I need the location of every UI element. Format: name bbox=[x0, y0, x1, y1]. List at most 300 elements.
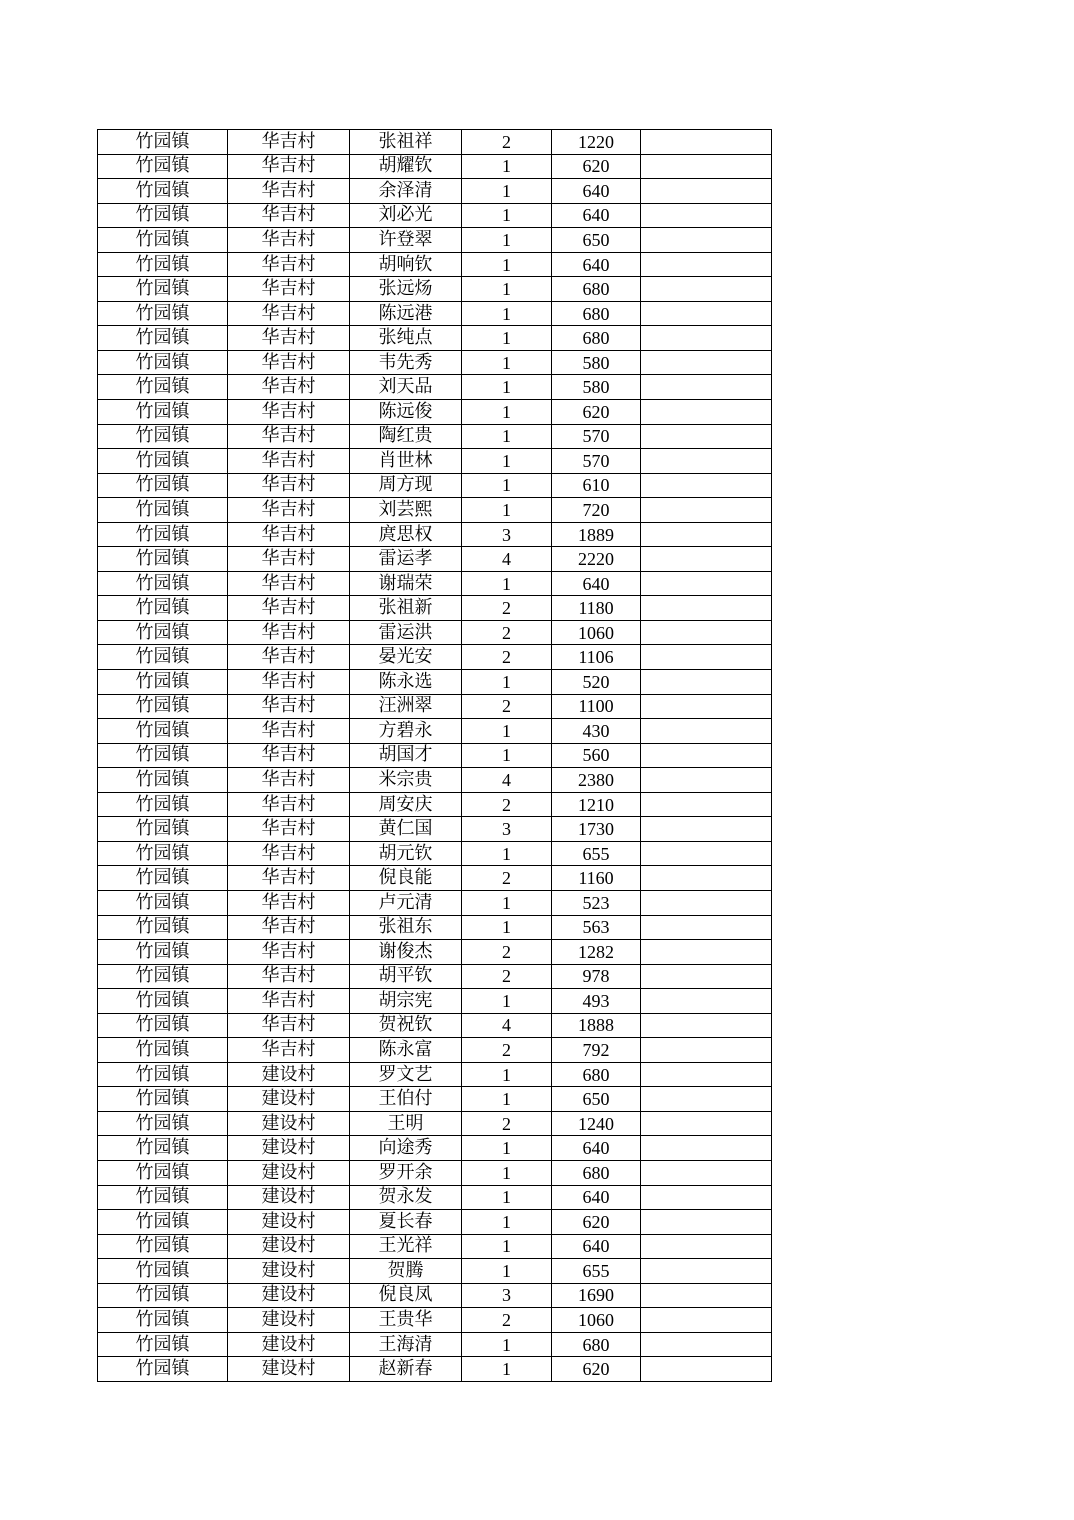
blank-cell bbox=[641, 130, 772, 155]
table-row bbox=[98, 130, 772, 155]
village-cell: 华吉村 bbox=[228, 989, 350, 1014]
count-cell: 2 bbox=[462, 130, 552, 155]
name-cell: 胡平钦 bbox=[350, 964, 462, 989]
blank-cell bbox=[641, 326, 772, 351]
count-cell: 2 bbox=[462, 645, 552, 670]
count-cell: 2 bbox=[462, 596, 552, 621]
town-cell: 竹园镇 bbox=[98, 1185, 228, 1210]
amount-cell: 620 bbox=[552, 400, 641, 425]
table-row bbox=[98, 1283, 772, 1308]
table-row bbox=[98, 670, 772, 695]
blank-cell bbox=[641, 424, 772, 449]
table-row bbox=[98, 1210, 772, 1235]
village-cell: 华吉村 bbox=[228, 670, 350, 695]
name-cell: 胡元钦 bbox=[350, 841, 462, 866]
name-cell: 韦先秀 bbox=[350, 350, 462, 375]
blank-cell bbox=[641, 1234, 772, 1259]
village-cell: 华吉村 bbox=[228, 620, 350, 645]
village-cell: 华吉村 bbox=[228, 768, 350, 793]
name-cell: 罗开余 bbox=[350, 1160, 462, 1185]
town-cell: 竹园镇 bbox=[98, 768, 228, 793]
name-cell: 贺永发 bbox=[350, 1185, 462, 1210]
village-cell: 华吉村 bbox=[228, 301, 350, 326]
count-cell: 1 bbox=[462, 841, 552, 866]
blank-cell bbox=[641, 694, 772, 719]
village-cell: 华吉村 bbox=[228, 817, 350, 842]
data-table bbox=[97, 129, 772, 1382]
village-cell: 建设村 bbox=[228, 1234, 350, 1259]
name-cell: 王光祥 bbox=[350, 1234, 462, 1259]
count-cell: 1 bbox=[462, 179, 552, 204]
blank-cell bbox=[641, 375, 772, 400]
name-cell: 陈远俊 bbox=[350, 400, 462, 425]
name-cell: 胡国才 bbox=[350, 743, 462, 768]
amount-cell: 1889 bbox=[552, 522, 641, 547]
village-cell: 华吉村 bbox=[228, 350, 350, 375]
town-cell: 竹园镇 bbox=[98, 1332, 228, 1357]
blank-cell bbox=[641, 522, 772, 547]
count-cell: 1 bbox=[462, 1136, 552, 1161]
table-row bbox=[98, 326, 772, 351]
count-cell: 1 bbox=[462, 277, 552, 302]
table-row bbox=[98, 498, 772, 523]
count-cell: 1 bbox=[462, 743, 552, 768]
amount-cell: 650 bbox=[552, 228, 641, 253]
amount-cell: 430 bbox=[552, 719, 641, 744]
table-row bbox=[98, 571, 772, 596]
town-cell: 竹园镇 bbox=[98, 179, 228, 204]
amount-cell: 792 bbox=[552, 1038, 641, 1063]
village-cell: 建设村 bbox=[228, 1062, 350, 1087]
town-cell: 竹园镇 bbox=[98, 719, 228, 744]
village-cell: 华吉村 bbox=[228, 522, 350, 547]
blank-cell bbox=[641, 645, 772, 670]
count-cell: 1 bbox=[462, 498, 552, 523]
village-cell: 华吉村 bbox=[228, 179, 350, 204]
name-cell: 陈远港 bbox=[350, 301, 462, 326]
village-cell: 建设村 bbox=[228, 1185, 350, 1210]
amount-cell: 680 bbox=[552, 326, 641, 351]
count-cell: 1 bbox=[462, 228, 552, 253]
amount-cell: 523 bbox=[552, 890, 641, 915]
count-cell: 1 bbox=[462, 915, 552, 940]
village-cell: 建设村 bbox=[228, 1308, 350, 1333]
count-cell: 1 bbox=[462, 350, 552, 375]
blank-cell bbox=[641, 1038, 772, 1063]
count-cell: 1 bbox=[462, 473, 552, 498]
town-cell: 竹园镇 bbox=[98, 1062, 228, 1087]
name-cell: 王贵华 bbox=[350, 1308, 462, 1333]
name-cell: 张远炀 bbox=[350, 277, 462, 302]
town-cell: 竹园镇 bbox=[98, 326, 228, 351]
village-cell: 华吉村 bbox=[228, 1038, 350, 1063]
amount-cell: 620 bbox=[552, 1210, 641, 1235]
amount-cell: 640 bbox=[552, 252, 641, 277]
amount-cell: 563 bbox=[552, 915, 641, 940]
count-cell: 1 bbox=[462, 670, 552, 695]
town-cell: 竹园镇 bbox=[98, 547, 228, 572]
blank-cell bbox=[641, 743, 772, 768]
blank-cell bbox=[641, 498, 772, 523]
town-cell: 竹园镇 bbox=[98, 1111, 228, 1136]
amount-cell: 520 bbox=[552, 670, 641, 695]
count-cell: 1 bbox=[462, 301, 552, 326]
blank-cell bbox=[641, 964, 772, 989]
amount-cell: 2380 bbox=[552, 768, 641, 793]
name-cell: 张纯点 bbox=[350, 326, 462, 351]
town-cell: 竹园镇 bbox=[98, 473, 228, 498]
amount-cell: 620 bbox=[552, 154, 641, 179]
village-cell: 建设村 bbox=[228, 1087, 350, 1112]
name-cell: 贺祝钦 bbox=[350, 1013, 462, 1038]
town-cell: 竹园镇 bbox=[98, 1234, 228, 1259]
name-cell: 许登翠 bbox=[350, 228, 462, 253]
name-cell: 张祖新 bbox=[350, 596, 462, 621]
village-cell: 建设村 bbox=[228, 1111, 350, 1136]
village-cell: 建设村 bbox=[228, 1136, 350, 1161]
name-cell: 余泽清 bbox=[350, 179, 462, 204]
table-row bbox=[98, 817, 772, 842]
village-cell: 华吉村 bbox=[228, 252, 350, 277]
table-row bbox=[98, 473, 772, 498]
blank-cell bbox=[641, 915, 772, 940]
count-cell: 4 bbox=[462, 547, 552, 572]
village-cell: 华吉村 bbox=[228, 203, 350, 228]
blank-cell bbox=[641, 1357, 772, 1382]
amount-cell: 570 bbox=[552, 424, 641, 449]
table-row bbox=[98, 1038, 772, 1063]
count-cell: 2 bbox=[462, 964, 552, 989]
village-cell: 华吉村 bbox=[228, 473, 350, 498]
table-row bbox=[98, 866, 772, 891]
name-cell: 雷运孝 bbox=[350, 547, 462, 572]
table-row bbox=[98, 1308, 772, 1333]
village-cell: 建设村 bbox=[228, 1283, 350, 1308]
table-row bbox=[98, 400, 772, 425]
blank-cell bbox=[641, 301, 772, 326]
town-cell: 竹园镇 bbox=[98, 498, 228, 523]
count-cell: 2 bbox=[462, 866, 552, 891]
town-cell: 竹园镇 bbox=[98, 350, 228, 375]
village-cell: 华吉村 bbox=[228, 277, 350, 302]
amount-cell: 720 bbox=[552, 498, 641, 523]
amount-cell: 493 bbox=[552, 989, 641, 1014]
count-cell: 3 bbox=[462, 522, 552, 547]
blank-cell bbox=[641, 228, 772, 253]
blank-cell bbox=[641, 1087, 772, 1112]
amount-cell: 978 bbox=[552, 964, 641, 989]
count-cell: 1 bbox=[462, 1160, 552, 1185]
blank-cell bbox=[641, 1136, 772, 1161]
village-cell: 华吉村 bbox=[228, 645, 350, 670]
amount-cell: 680 bbox=[552, 277, 641, 302]
village-cell: 建设村 bbox=[228, 1357, 350, 1382]
town-cell: 竹园镇 bbox=[98, 1038, 228, 1063]
table-row bbox=[98, 522, 772, 547]
count-cell: 1 bbox=[462, 890, 552, 915]
village-cell: 华吉村 bbox=[228, 154, 350, 179]
blank-cell bbox=[641, 571, 772, 596]
town-cell: 竹园镇 bbox=[98, 964, 228, 989]
name-cell: 陈永选 bbox=[350, 670, 462, 695]
count-cell: 1 bbox=[462, 989, 552, 1014]
amount-cell: 640 bbox=[552, 1234, 641, 1259]
name-cell: 方碧永 bbox=[350, 719, 462, 744]
blank-cell bbox=[641, 866, 772, 891]
table-row bbox=[98, 375, 772, 400]
table-row bbox=[98, 1111, 772, 1136]
village-cell: 建设村 bbox=[228, 1332, 350, 1357]
count-cell: 1 bbox=[462, 424, 552, 449]
amount-cell: 1220 bbox=[552, 130, 641, 155]
count-cell: 2 bbox=[462, 792, 552, 817]
table-row bbox=[98, 350, 772, 375]
town-cell: 竹园镇 bbox=[98, 1210, 228, 1235]
village-cell: 华吉村 bbox=[228, 694, 350, 719]
table-row bbox=[98, 449, 772, 474]
blank-cell bbox=[641, 817, 772, 842]
amount-cell: 1240 bbox=[552, 1111, 641, 1136]
village-cell: 华吉村 bbox=[228, 915, 350, 940]
amount-cell: 1690 bbox=[552, 1283, 641, 1308]
blank-cell bbox=[641, 1210, 772, 1235]
count-cell: 1 bbox=[462, 1332, 552, 1357]
count-cell: 1 bbox=[462, 154, 552, 179]
table-row bbox=[98, 1062, 772, 1087]
count-cell: 1 bbox=[462, 326, 552, 351]
amount-cell: 1180 bbox=[552, 596, 641, 621]
village-cell: 建设村 bbox=[228, 1210, 350, 1235]
table-row bbox=[98, 1136, 772, 1161]
count-cell: 1 bbox=[462, 449, 552, 474]
count-cell: 1 bbox=[462, 203, 552, 228]
name-cell: 卢元清 bbox=[350, 890, 462, 915]
village-cell: 华吉村 bbox=[228, 424, 350, 449]
name-cell: 向途秀 bbox=[350, 1136, 462, 1161]
town-cell: 竹园镇 bbox=[98, 841, 228, 866]
table-row bbox=[98, 964, 772, 989]
blank-cell bbox=[641, 768, 772, 793]
name-cell: 王伯付 bbox=[350, 1087, 462, 1112]
blank-cell bbox=[641, 1259, 772, 1284]
blank-cell bbox=[641, 1013, 772, 1038]
count-cell: 2 bbox=[462, 694, 552, 719]
name-cell: 张祖东 bbox=[350, 915, 462, 940]
count-cell: 1 bbox=[462, 252, 552, 277]
name-cell: 刘必光 bbox=[350, 203, 462, 228]
village-cell: 华吉村 bbox=[228, 400, 350, 425]
table-row bbox=[98, 620, 772, 645]
town-cell: 竹园镇 bbox=[98, 424, 228, 449]
town-cell: 竹园镇 bbox=[98, 130, 228, 155]
village-cell: 建设村 bbox=[228, 1160, 350, 1185]
town-cell: 竹园镇 bbox=[98, 277, 228, 302]
table-row bbox=[98, 1185, 772, 1210]
village-cell: 华吉村 bbox=[228, 866, 350, 891]
table-row bbox=[98, 719, 772, 744]
town-cell: 竹园镇 bbox=[98, 940, 228, 965]
blank-cell bbox=[641, 154, 772, 179]
name-cell: 刘芸熙 bbox=[350, 498, 462, 523]
name-cell: 夏长春 bbox=[350, 1210, 462, 1235]
town-cell: 竹园镇 bbox=[98, 792, 228, 817]
table-row bbox=[98, 252, 772, 277]
blank-cell bbox=[641, 596, 772, 621]
table-row bbox=[98, 596, 772, 621]
count-cell: 3 bbox=[462, 817, 552, 842]
blank-cell bbox=[641, 473, 772, 498]
name-cell: 周安庆 bbox=[350, 792, 462, 817]
amount-cell: 610 bbox=[552, 473, 641, 498]
village-cell: 建设村 bbox=[228, 1259, 350, 1284]
name-cell: 胡响钦 bbox=[350, 252, 462, 277]
town-cell: 竹园镇 bbox=[98, 989, 228, 1014]
count-cell: 2 bbox=[462, 940, 552, 965]
table-row bbox=[98, 1332, 772, 1357]
name-cell: 米宗贵 bbox=[350, 768, 462, 793]
village-cell: 华吉村 bbox=[228, 1013, 350, 1038]
village-cell: 华吉村 bbox=[228, 596, 350, 621]
table-row bbox=[98, 989, 772, 1014]
blank-cell bbox=[641, 203, 772, 228]
name-cell: 谢俊杰 bbox=[350, 940, 462, 965]
town-cell: 竹园镇 bbox=[98, 817, 228, 842]
blank-cell bbox=[641, 940, 772, 965]
name-cell: 王海清 bbox=[350, 1332, 462, 1357]
name-cell: 周方现 bbox=[350, 473, 462, 498]
count-cell: 1 bbox=[462, 1357, 552, 1382]
amount-cell: 655 bbox=[552, 1259, 641, 1284]
count-cell: 4 bbox=[462, 1013, 552, 1038]
count-cell: 2 bbox=[462, 620, 552, 645]
count-cell: 1 bbox=[462, 719, 552, 744]
name-cell: 陶红贵 bbox=[350, 424, 462, 449]
town-cell: 竹园镇 bbox=[98, 694, 228, 719]
town-cell: 竹园镇 bbox=[98, 1160, 228, 1185]
town-cell: 竹园镇 bbox=[98, 645, 228, 670]
town-cell: 竹园镇 bbox=[98, 596, 228, 621]
town-cell: 竹园镇 bbox=[98, 400, 228, 425]
table-row bbox=[98, 1013, 772, 1038]
amount-cell: 580 bbox=[552, 375, 641, 400]
count-cell: 1 bbox=[462, 1087, 552, 1112]
blank-cell bbox=[641, 1111, 772, 1136]
table-row bbox=[98, 1357, 772, 1382]
amount-cell: 650 bbox=[552, 1087, 641, 1112]
amount-cell: 580 bbox=[552, 350, 641, 375]
blank-cell bbox=[641, 1283, 772, 1308]
count-cell: 1 bbox=[462, 571, 552, 596]
town-cell: 竹园镇 bbox=[98, 522, 228, 547]
town-cell: 竹园镇 bbox=[98, 1283, 228, 1308]
village-cell: 华吉村 bbox=[228, 792, 350, 817]
town-cell: 竹园镇 bbox=[98, 571, 228, 596]
village-cell: 华吉村 bbox=[228, 964, 350, 989]
count-cell: 2 bbox=[462, 1038, 552, 1063]
village-cell: 华吉村 bbox=[228, 719, 350, 744]
amount-cell: 680 bbox=[552, 1160, 641, 1185]
table-row bbox=[98, 1160, 772, 1185]
table-row bbox=[98, 743, 772, 768]
town-cell: 竹园镇 bbox=[98, 620, 228, 645]
village-cell: 华吉村 bbox=[228, 449, 350, 474]
town-cell: 竹园镇 bbox=[98, 743, 228, 768]
name-cell: 张祖祥 bbox=[350, 130, 462, 155]
amount-cell: 1210 bbox=[552, 792, 641, 817]
table-row bbox=[98, 547, 772, 572]
table-row bbox=[98, 694, 772, 719]
count-cell: 1 bbox=[462, 375, 552, 400]
amount-cell: 680 bbox=[552, 1062, 641, 1087]
blank-cell bbox=[641, 179, 772, 204]
count-cell: 2 bbox=[462, 1111, 552, 1136]
blank-cell bbox=[641, 1308, 772, 1333]
table-row bbox=[98, 645, 772, 670]
table-row bbox=[98, 228, 772, 253]
town-cell: 竹园镇 bbox=[98, 252, 228, 277]
blank-cell bbox=[641, 277, 772, 302]
blank-cell bbox=[641, 989, 772, 1014]
table-row bbox=[98, 277, 772, 302]
blank-cell bbox=[641, 890, 772, 915]
table-row bbox=[98, 1087, 772, 1112]
name-cell: 倪良凤 bbox=[350, 1283, 462, 1308]
name-cell: 谢瑞荣 bbox=[350, 571, 462, 596]
count-cell: 4 bbox=[462, 768, 552, 793]
name-cell: 胡耀钦 bbox=[350, 154, 462, 179]
blank-cell bbox=[641, 252, 772, 277]
amount-cell: 620 bbox=[552, 1357, 641, 1382]
amount-cell: 1282 bbox=[552, 940, 641, 965]
count-cell: 2 bbox=[462, 1308, 552, 1333]
town-cell: 竹园镇 bbox=[98, 154, 228, 179]
blank-cell bbox=[641, 620, 772, 645]
town-cell: 竹园镇 bbox=[98, 1136, 228, 1161]
village-cell: 华吉村 bbox=[228, 743, 350, 768]
name-cell: 陈永富 bbox=[350, 1038, 462, 1063]
name-cell: 雷运洪 bbox=[350, 620, 462, 645]
count-cell: 1 bbox=[462, 1210, 552, 1235]
count-cell: 1 bbox=[462, 1259, 552, 1284]
table-body bbox=[98, 130, 772, 1382]
name-cell: 刘天品 bbox=[350, 375, 462, 400]
count-cell: 1 bbox=[462, 400, 552, 425]
table-row bbox=[98, 792, 772, 817]
table-row bbox=[98, 424, 772, 449]
town-cell: 竹园镇 bbox=[98, 890, 228, 915]
name-cell: 贺腾 bbox=[350, 1259, 462, 1284]
village-cell: 华吉村 bbox=[228, 130, 350, 155]
blank-cell bbox=[641, 670, 772, 695]
amount-cell: 1888 bbox=[552, 1013, 641, 1038]
amount-cell: 640 bbox=[552, 179, 641, 204]
blank-cell bbox=[641, 719, 772, 744]
name-cell: 黄仁国 bbox=[350, 817, 462, 842]
count-cell: 1 bbox=[462, 1234, 552, 1259]
amount-cell: 1060 bbox=[552, 620, 641, 645]
village-cell: 华吉村 bbox=[228, 940, 350, 965]
village-cell: 华吉村 bbox=[228, 326, 350, 351]
count-cell: 1 bbox=[462, 1185, 552, 1210]
table-row bbox=[98, 915, 772, 940]
village-cell: 华吉村 bbox=[228, 841, 350, 866]
town-cell: 竹园镇 bbox=[98, 1259, 228, 1284]
amount-cell: 1100 bbox=[552, 694, 641, 719]
town-cell: 竹园镇 bbox=[98, 301, 228, 326]
table-row bbox=[98, 301, 772, 326]
name-cell: 罗文艺 bbox=[350, 1062, 462, 1087]
amount-cell: 1106 bbox=[552, 645, 641, 670]
